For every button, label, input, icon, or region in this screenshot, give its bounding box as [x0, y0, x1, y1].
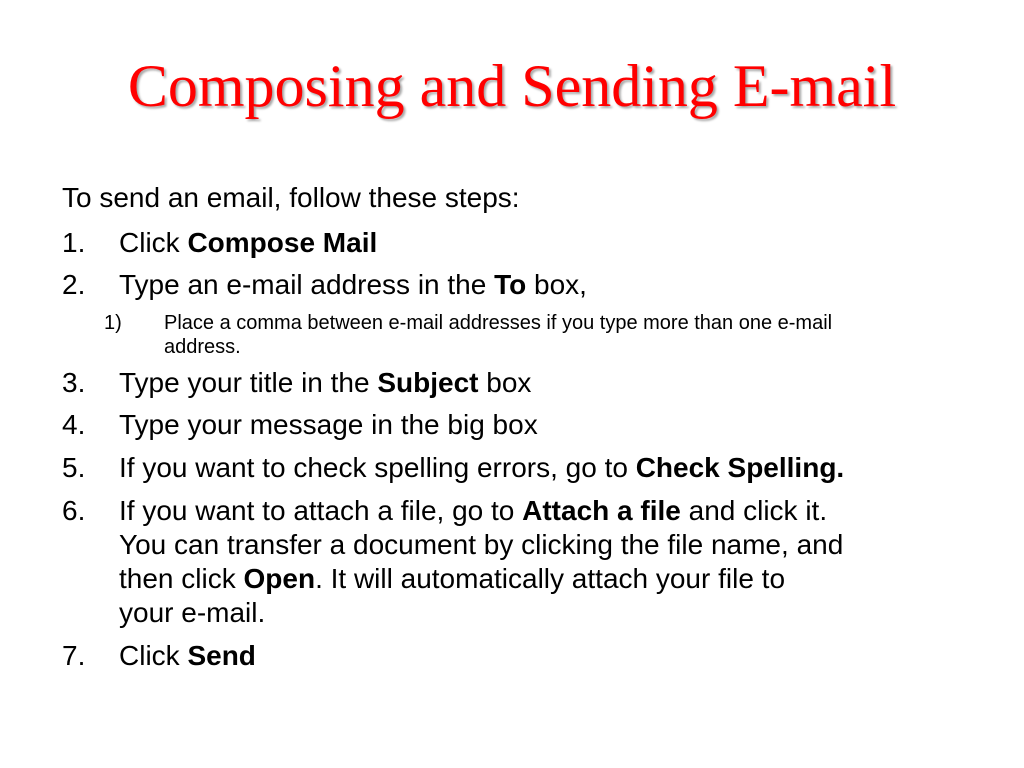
step-text [119, 494, 964, 630]
step-text-plain: Type an e-mail address in the [119, 269, 495, 300]
step-text [119, 639, 964, 673]
step-line: your e-mail. [119, 597, 266, 628]
step-number: 3. [62, 367, 86, 398]
step-text [119, 451, 964, 485]
step-text [119, 366, 964, 400]
step-text-bold: Send [187, 640, 256, 671]
step-text-plain: If you want to attach a file, go to [119, 495, 523, 526]
step-text-plain: . It will automatically attach your file to [315, 563, 786, 594]
intro-text: To send an email, follow these steps: [62, 182, 520, 213]
step-text-plain: box [478, 367, 532, 398]
substep-line: Place a comma between e-mail addresses if you type more than one e-mail [164, 312, 833, 334]
step-text-plain: Type your title in the [119, 367, 378, 398]
step-text [119, 226, 964, 260]
step-line [119, 562, 964, 596]
step-text-plain: Click [119, 227, 188, 258]
step-text-bold: Attach a file [522, 495, 681, 526]
step-number: 5. [62, 452, 86, 483]
step-number: 2. [62, 269, 86, 300]
step-text-plain: and click it. [680, 495, 828, 526]
substep-line: address. [164, 336, 241, 358]
step-number: 6. [62, 495, 86, 526]
step-text-bold: Open [243, 563, 316, 594]
step-text-bold: To [494, 269, 527, 300]
step-line [119, 494, 964, 528]
step-number: 4. [62, 409, 86, 440]
step-text-bold: Compose Mail [187, 227, 378, 258]
step-text-plain: then click [119, 563, 244, 594]
step-number: 1. [62, 227, 86, 258]
step-number: 7. [62, 640, 86, 671]
step-text-bold: Subject [377, 367, 479, 398]
substep-text [164, 311, 964, 359]
substep-number: 1) [104, 312, 122, 334]
slide-title: Composing and Sending E-mail [127, 53, 897, 119]
step-text-bold: Check Spelling. [635, 452, 845, 483]
step-text: Type your message in the big box [119, 409, 538, 440]
step-line: You can transfer a document by clicking the file name, and [119, 529, 844, 560]
step-text [119, 268, 964, 302]
step-text-plain: Click [119, 640, 188, 671]
step-text-plain: If you want to check spelling errors, go to [119, 452, 636, 483]
step-text-plain: box, [526, 269, 587, 300]
